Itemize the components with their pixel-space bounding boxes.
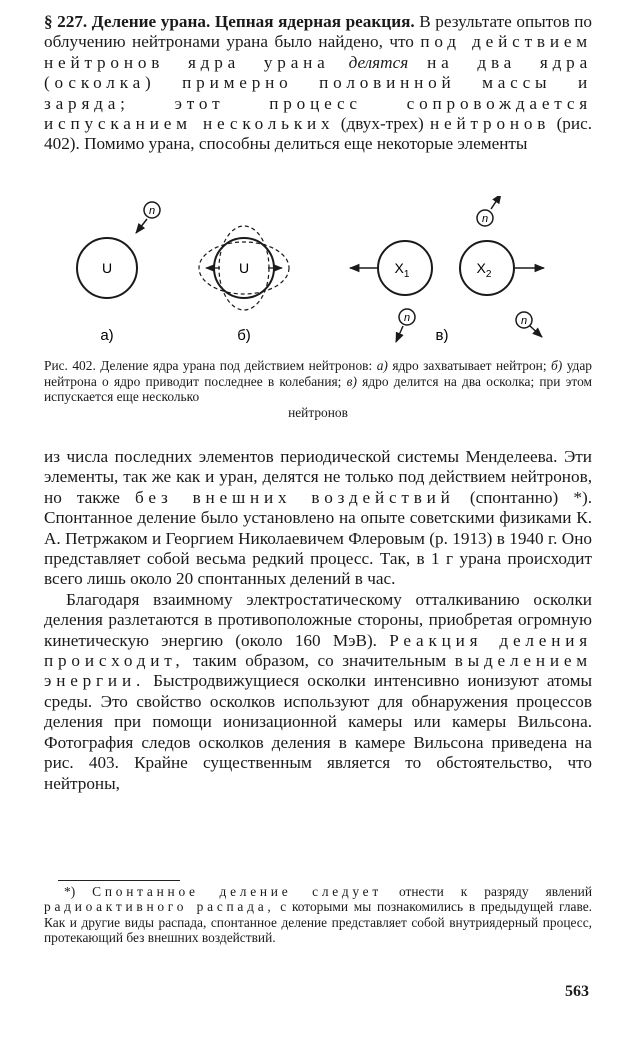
spaced-text: Реакция деления происходит, [44, 630, 592, 671]
paragraph-intro [44, 12, 592, 155]
body-text [44, 447, 592, 794]
caption-text: ядро делится на два осколка; при этом испускается еще несколько [44, 373, 592, 405]
spaced-text: нейтронов [430, 114, 551, 134]
caption-text: ядро захватывает нейтрон; [392, 358, 547, 373]
diagram-b [199, 226, 289, 344]
text-run: (спонтанно) *). Спонтанное деление было установлено на опыте советскими физиками К. А. Петржаком и Георгием Николаевичем Флеровым (р. 1913) в 1940 г. Оно представляет собой весьма редкий процесс. Так, в 1 г урана происходит всего лишь около 20 спонтанных делений в час. [44, 487, 592, 589]
label-c: в) [435, 327, 449, 344]
text-run: отнести к разряду явлений [398, 884, 592, 899]
neutron-label: n [403, 312, 411, 324]
neutron-label: n [148, 205, 156, 217]
neutron-arrow [396, 326, 403, 342]
caption-label: а) [376, 358, 388, 373]
text-run: В результате опытов по облучению нейтронами урана было найдено, что [44, 12, 593, 52]
nucleus-label: U [238, 260, 250, 276]
diagram-a [77, 202, 160, 344]
fragment-1 [378, 241, 432, 295]
footnote [44, 884, 592, 946]
neutron-label: n [481, 213, 489, 225]
fragment-2-label: $X_2$ [476, 260, 492, 280]
neutron-arrow [491, 196, 501, 209]
footnote-divider [58, 880, 180, 881]
text-run: Быстродвижущиеся осколки интенсивно ионизуют атомы среды. Это свойство осколков используют для обнаружения процессов деления при помощи ионизационной камеры или камеры Вильсона. Фотография следов осколков деления в камере Вильсона приведена на рис. 403. Крайне существенным является то обстоятельство, что нейтроны, [44, 671, 593, 793]
spaced-text: без внешних воздействий [135, 487, 455, 507]
paragraph-spontaneous [44, 447, 592, 590]
footnote-mark: *) [64, 884, 76, 899]
caption-text: нейтронов [288, 404, 348, 420]
figure-402 [44, 196, 592, 356]
section-title: Деление урана. Цепная ядерная реакция. [91, 12, 415, 31]
spaced-text: радиоактивного распада, [44, 899, 275, 915]
text-run: (рис. 402). Помимо урана, способны делиться еще некоторые элементы [44, 114, 593, 154]
text-run: Благодаря взаимному электростатическому отталкиванию осколки деления разлетаются в противоположные стороны, приобретая огромную кинетическую энергию (около 160 МэВ). [44, 589, 592, 650]
paragraph-fragments [44, 590, 592, 794]
text-run: таким образом, со значительным [192, 651, 447, 671]
text-run: (двух-трех) [340, 114, 424, 134]
emphasis-text: делятся [348, 52, 409, 72]
diagram-c [350, 196, 544, 344]
spaced-text: на два ядра (осколка) примерно половинной массы и заряда; этот процесс сопровождается испусканием нескольких [44, 52, 593, 134]
spaced-text: выделением энергии. [44, 651, 592, 691]
label-a: а) [100, 327, 114, 344]
fragment-1-label: $X_1$ [394, 260, 410, 280]
caption-label: б) [551, 358, 563, 373]
page-number: 563 [565, 983, 589, 1000]
caption-text: удар нейтрона о ядро приводит последнее в колебания; [44, 358, 593, 389]
neutron-label: n [520, 315, 528, 327]
spaced-text: под действием нейтронов ядра урана [44, 32, 592, 72]
caption-label: в) [346, 373, 357, 389]
neutron-arrow [136, 219, 147, 233]
spaced-text: Спонтанное деление следует [92, 884, 382, 899]
text-run: из числа последних элементов периодической системы Менделеева. Эти элементы, так же как и уран, делятся не только под действием нейтронов, но также [44, 447, 592, 507]
figure-caption [44, 358, 592, 420]
section-number: § 227. [44, 12, 88, 31]
nucleus-label: U [101, 260, 113, 276]
neutron-arrow [530, 326, 542, 337]
text-run: с которыми мы познакомились в предыдущей главе. Как и другие виды распада, спонтанное деление представляет собой внутриядерный процесс, протекающий без внешних воздействий. [44, 899, 592, 946]
fragment-2 [460, 241, 514, 295]
label-b: б) [237, 327, 251, 344]
caption-text: Рис. 402. Деление ядра урана под действием нейтронов: [44, 358, 373, 373]
